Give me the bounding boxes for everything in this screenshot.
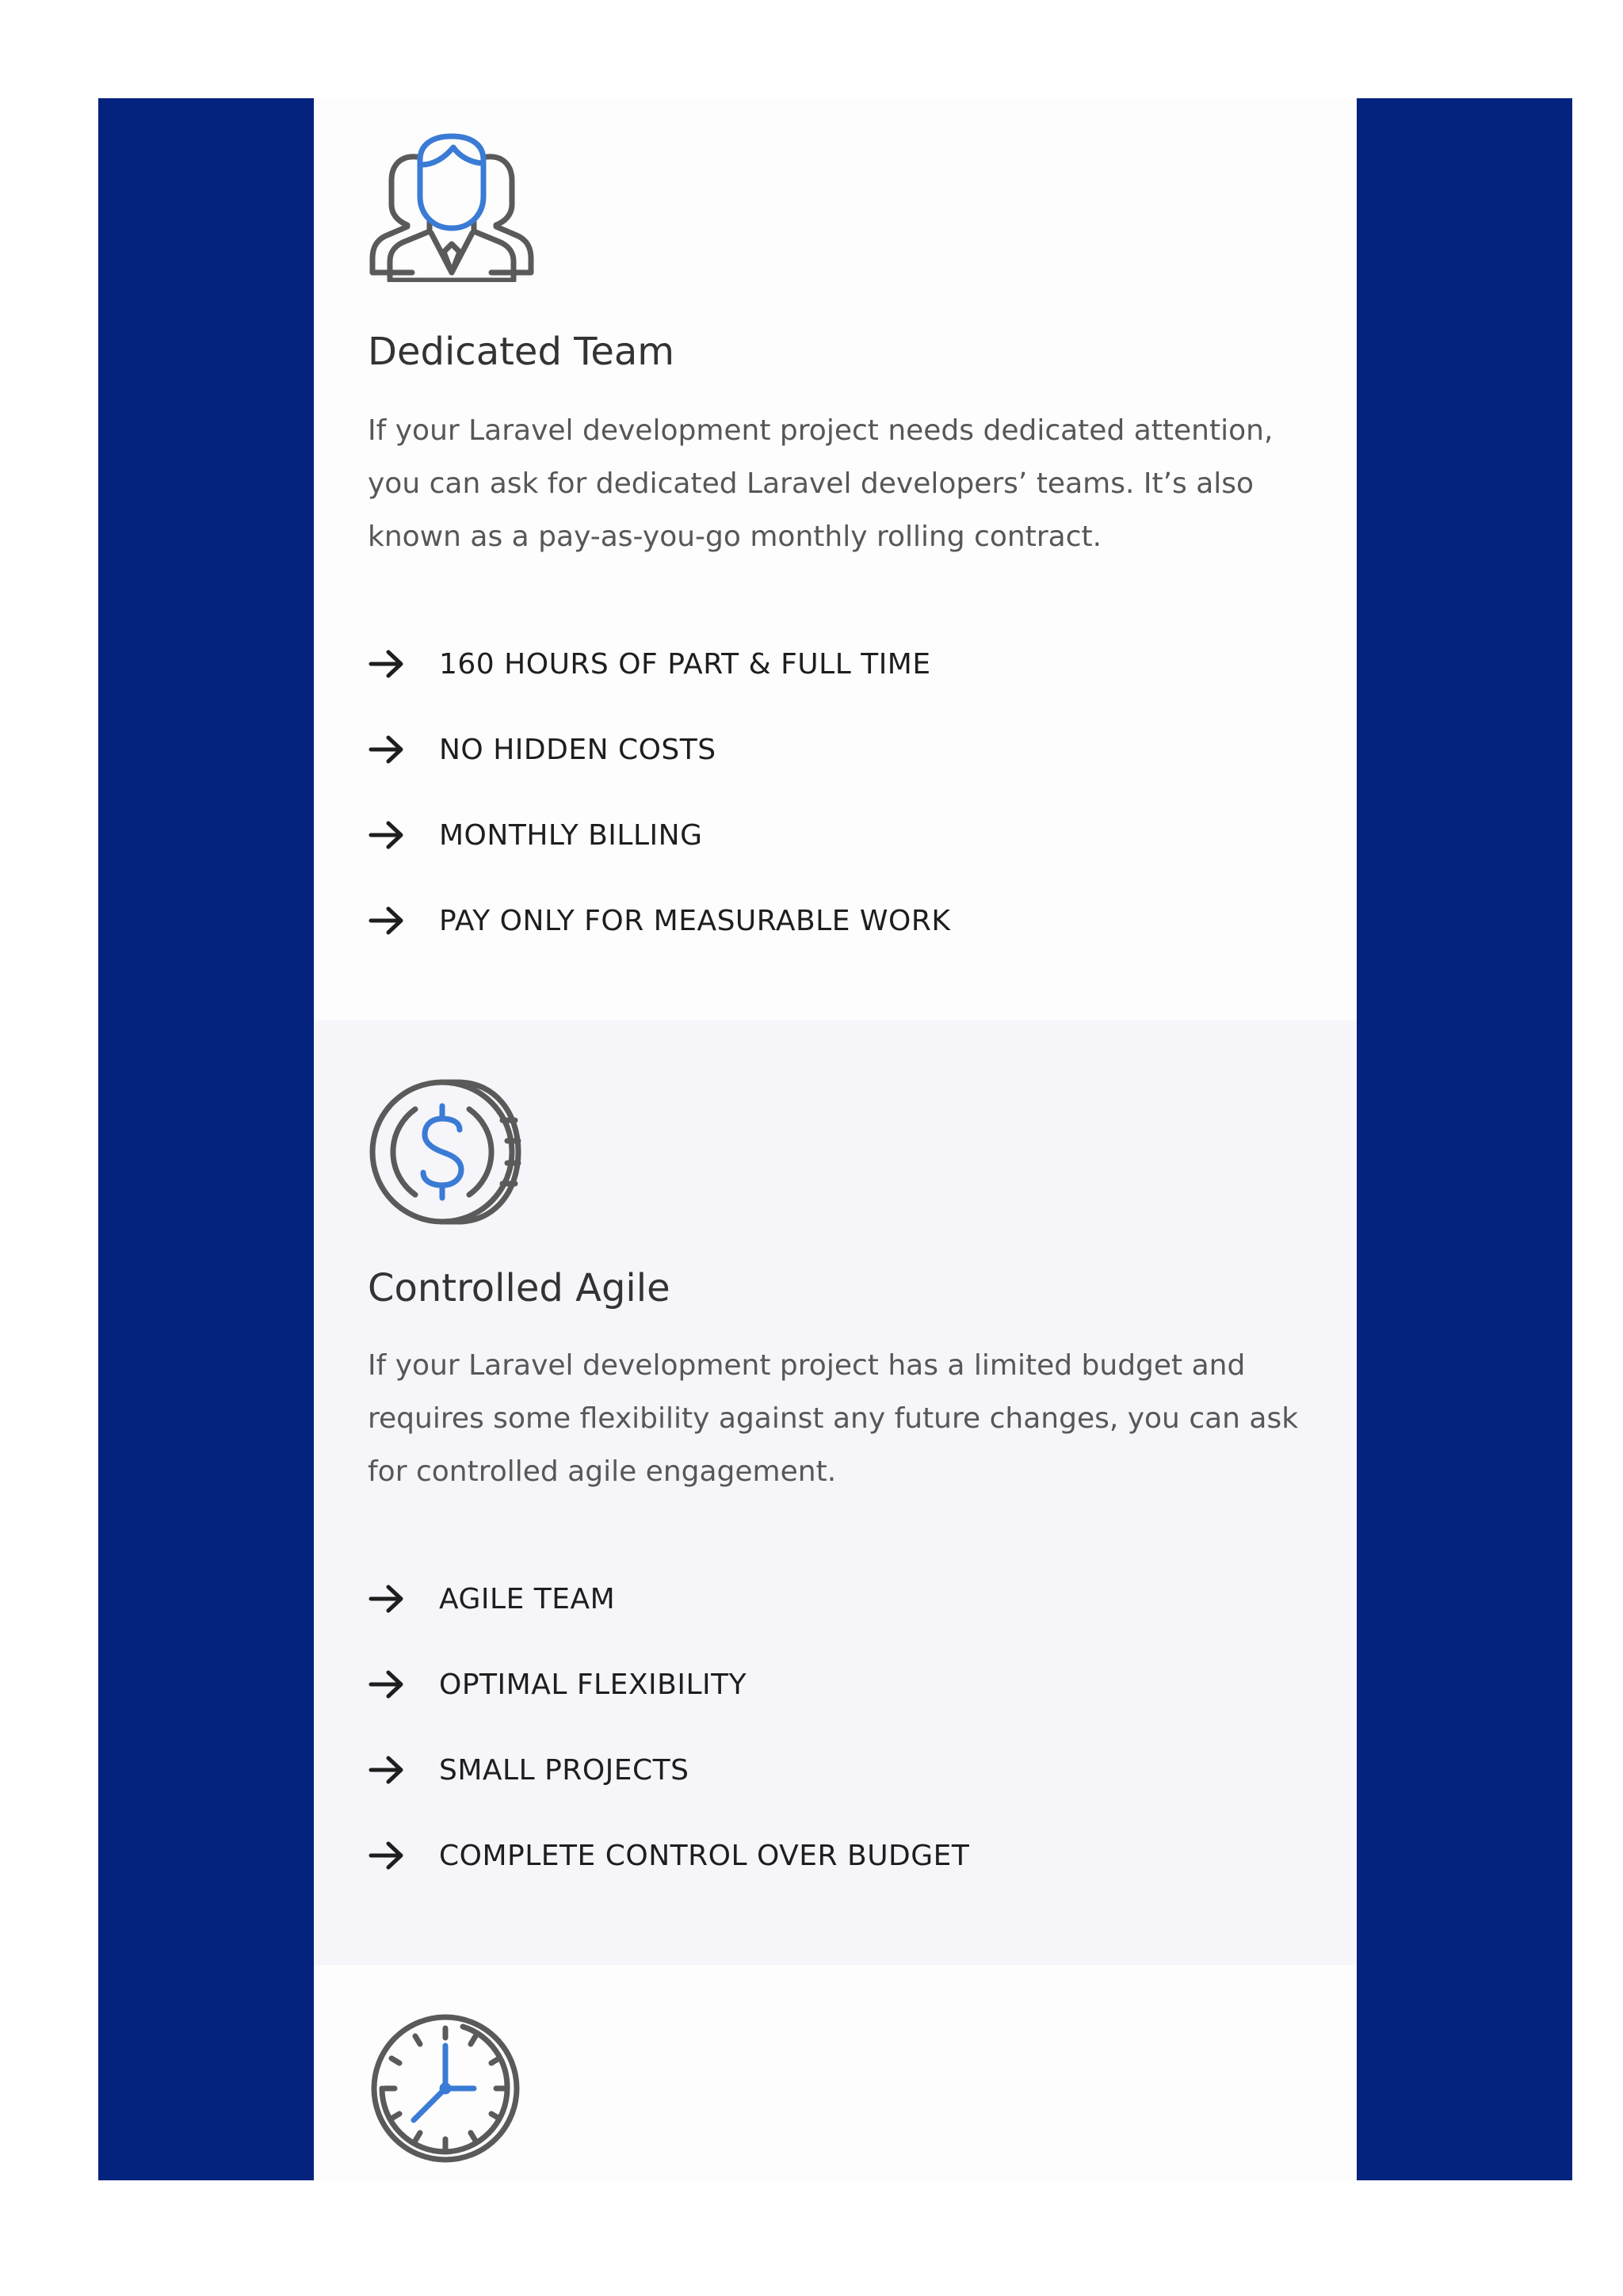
team-icon	[368, 133, 536, 282]
feature-list	[368, 621, 950, 963]
arrow-right-icon	[368, 1754, 406, 1786]
feature-item	[368, 1556, 969, 1642]
arrow-right-icon	[368, 1840, 406, 1871]
card-title: Dedicated Team	[368, 330, 675, 374]
feature-item	[368, 1813, 969, 1898]
feature-label: AGILE TEAM	[439, 1582, 616, 1615]
feature-item	[368, 1727, 969, 1813]
arrow-right-icon	[368, 648, 406, 680]
feature-label: OPTIMAL FLEXIBILITY	[439, 1668, 747, 1701]
engagement-models-content	[314, 98, 1357, 2180]
card-time-based	[314, 1965, 1357, 2180]
feature-label: 160 HOURS OF PART & FULL TIME	[439, 647, 931, 681]
arrow-right-icon	[368, 819, 406, 851]
feature-list	[368, 1556, 969, 1898]
feature-label: NO HIDDEN COSTS	[439, 733, 716, 766]
arrow-right-icon	[368, 1583, 406, 1615]
arrow-right-icon	[368, 1669, 406, 1700]
feature-item	[368, 878, 950, 963]
card-title: Controlled Agile	[368, 1266, 670, 1310]
dollar-coin-icon	[368, 1077, 523, 1226]
feature-item	[368, 621, 950, 707]
feature-item	[368, 707, 950, 792]
feature-label: MONTHLY BILLING	[439, 818, 703, 852]
feature-label: PAY ONLY FOR MEASURABLE WORK	[439, 904, 951, 937]
clock-icon	[368, 2012, 523, 2164]
feature-label: SMALL PROJECTS	[439, 1753, 689, 1787]
card-controlled-agile	[314, 1020, 1357, 1965]
left-side-bar	[98, 98, 314, 2180]
card-description: If your Laravel development project has a limited budget and requires some flexibility against any future changes, you can ask for controlled agile engagement.	[368, 1349, 1299, 1488]
card-description: If your Laravel development project needs dedicated attention, you can ask for dedicated Laravel developers’ teams. It’s also known as a pay-as-you-go monthly rolling contract.	[368, 414, 1274, 553]
feature-item	[368, 1642, 969, 1727]
card-dedicated-team	[314, 98, 1357, 1020]
feature-label: COMPLETE CONTROL OVER BUDGET	[439, 1839, 970, 1872]
right-side-bar	[1357, 98, 1572, 2180]
feature-item	[368, 792, 950, 878]
arrow-right-icon	[368, 905, 406, 936]
arrow-right-icon	[368, 734, 406, 765]
